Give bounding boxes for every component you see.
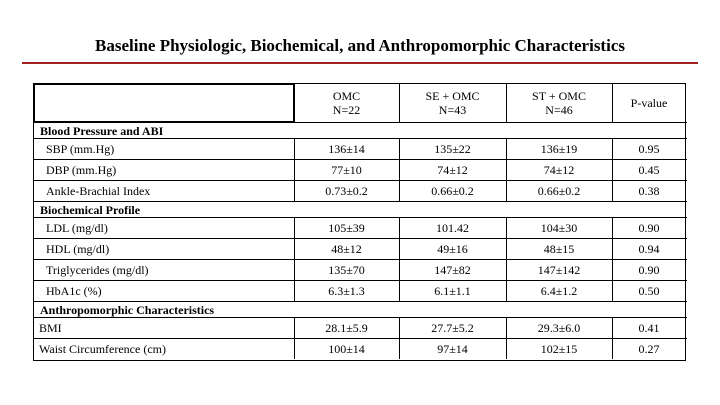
- table-cell: 136±14: [328, 142, 365, 156]
- table-cell: 48±15: [543, 242, 575, 256]
- column-divider: [399, 84, 400, 122]
- table-cell: 100±14: [328, 342, 365, 356]
- table-cell: 147±142: [537, 263, 581, 277]
- row-label: Waist Circumference (cm): [39, 342, 166, 356]
- column-divider: [294, 84, 295, 122]
- table-cell: 74±12: [543, 163, 575, 177]
- table-cell: 0.95: [638, 142, 660, 156]
- table-cell: 104±30: [540, 221, 578, 235]
- characteristics-table: [33, 83, 686, 361]
- table-cell: 105±39: [328, 221, 365, 235]
- row-label: HDL (mg/dl): [46, 242, 110, 256]
- table-cell: 0.41: [638, 321, 660, 335]
- column-header-line1: OMC: [332, 89, 361, 103]
- table-cell: 27.7±5.2: [431, 321, 474, 335]
- table-row: [34, 138, 687, 159]
- table-cell: 74±12: [437, 163, 468, 177]
- table-cell: 0.66±0.2: [537, 184, 581, 198]
- table-cell: 0.50: [638, 284, 660, 298]
- column-header-line1: SE + OMC: [425, 89, 480, 103]
- column-divider: [612, 217, 613, 301]
- table-cell: 0.73±0.2: [325, 184, 368, 198]
- table-row: [34, 317, 687, 338]
- column-divider: [612, 317, 613, 359]
- table-row: [34, 238, 687, 259]
- column-header-line1: P-value: [630, 96, 668, 110]
- section-title: Biochemical Profile: [40, 203, 141, 217]
- column-divider: [399, 138, 400, 201]
- column-divider: [612, 84, 613, 122]
- column-divider: [294, 317, 295, 359]
- table-cell: 136±19: [540, 142, 578, 156]
- page-title: Baseline Physiologic, Biochemical, and Anthropomorphic Characteristics: [95, 36, 625, 55]
- column-header-line2: N=22: [332, 103, 361, 117]
- column-divider: [506, 138, 507, 201]
- table-cell: 0.66±0.2: [431, 184, 474, 198]
- table-cell: 135±22: [434, 142, 471, 156]
- table-row: [34, 217, 687, 238]
- row-label: SBP (mm.Hg): [46, 142, 115, 156]
- table-cell: 135±70: [328, 263, 365, 277]
- table-cell: 6.1±1.1: [434, 284, 471, 298]
- table-cell: 147±82: [434, 263, 471, 277]
- column-header-line1: ST + OMC: [532, 89, 586, 103]
- table-cell: 0.38: [638, 184, 660, 198]
- section-header: [34, 301, 687, 317]
- column-divider: [399, 317, 400, 359]
- row-label: Ankle-Brachial Index: [46, 184, 151, 198]
- table-cell: 28.1±5.9: [325, 321, 368, 335]
- table-cell: 6.3±1.3: [328, 284, 365, 298]
- table-cell: 102±15: [540, 342, 578, 356]
- table-cell: 0.27: [638, 342, 660, 356]
- table-cell: 6.4±1.2: [540, 284, 578, 298]
- table-cell: 101.42: [436, 221, 469, 235]
- table-cell: 77±10: [331, 163, 362, 177]
- column-header: [294, 84, 399, 122]
- column-header: [506, 84, 612, 122]
- header-row: [34, 84, 687, 122]
- table-row: [34, 259, 687, 280]
- table-cell: 0.90: [638, 221, 660, 235]
- table-cell: 0.45: [638, 163, 660, 177]
- table-row: [34, 280, 687, 301]
- section-title: Anthropomorphic Characteristics: [40, 303, 215, 317]
- table-row: [34, 159, 687, 180]
- row-label: BMI: [39, 321, 62, 335]
- column-header: [612, 84, 686, 122]
- column-header-line2: N=43: [438, 103, 467, 117]
- row-label: Triglycerides (mg/dl): [46, 263, 149, 277]
- row-label: HbA1c (%): [46, 284, 102, 298]
- column-header: [399, 84, 506, 122]
- column-divider: [506, 217, 507, 301]
- column-divider: [399, 217, 400, 301]
- table-row: [34, 180, 687, 201]
- table-cell: 29.3±6.0: [537, 321, 581, 335]
- row-label: DBP (mm.Hg): [46, 163, 117, 177]
- table-cell: 49±16: [437, 242, 468, 256]
- table-cell: 0.90: [638, 263, 660, 277]
- section-title: Blood Pressure and ABI: [40, 124, 164, 138]
- column-divider: [506, 317, 507, 359]
- column-divider: [612, 138, 613, 201]
- table-cell: 48±12: [331, 242, 362, 256]
- section-header: [34, 201, 687, 217]
- title-underline: [22, 62, 698, 64]
- table-cell: 97±14: [437, 342, 468, 356]
- column-divider: [506, 84, 507, 122]
- column-divider: [294, 217, 295, 301]
- table-row: [34, 338, 687, 359]
- section-header: [34, 122, 687, 138]
- column-divider: [294, 138, 295, 201]
- table-cell: 0.94: [638, 242, 660, 256]
- column-header-line2: N=46: [545, 103, 573, 117]
- row-label: LDL (mg/dl): [46, 221, 108, 235]
